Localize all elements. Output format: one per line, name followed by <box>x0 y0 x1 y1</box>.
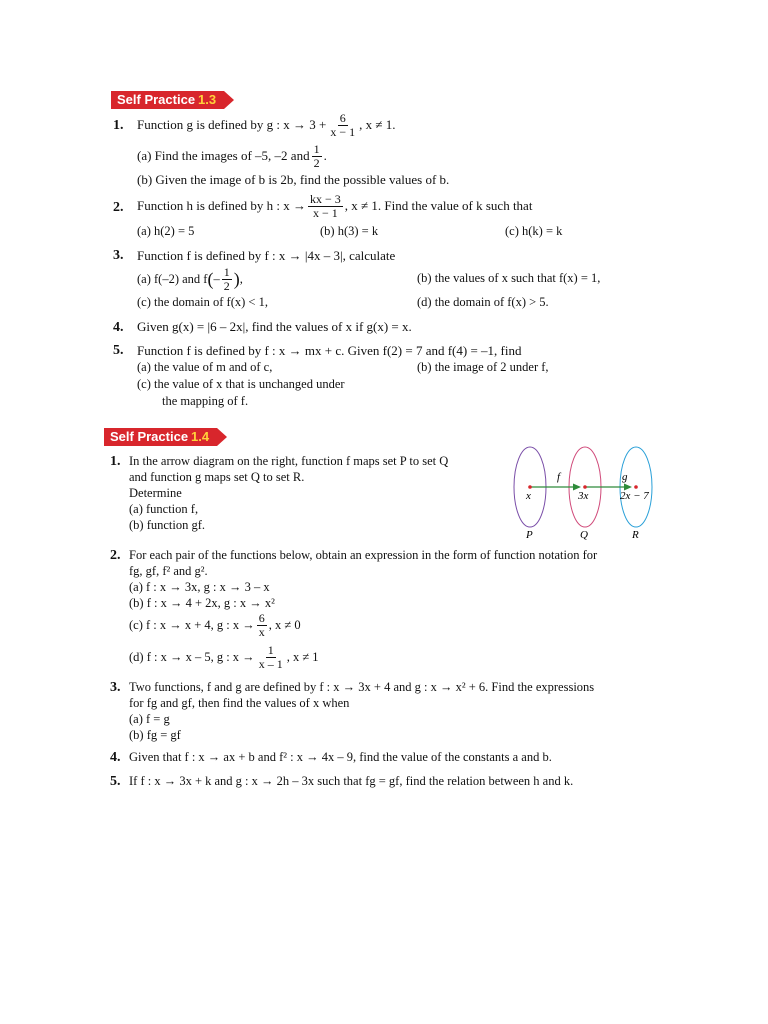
question-number: 1. <box>110 454 121 469</box>
sp14-q2-b: (b) f : x → 4 + 2x, g : x → x² <box>129 596 275 610</box>
sp13-q3-stem: Function f is defined by f : x → |4x – 3|, calculate <box>137 248 396 263</box>
question-number: 1. <box>113 118 124 133</box>
point-3x <box>583 485 587 489</box>
q-element: 3x <box>578 490 589 502</box>
sp13-q2-b: (b) h(3) = k <box>320 224 379 238</box>
sp13-q2-c: (c) h(k) = k <box>505 224 563 238</box>
question-number: 3. <box>113 248 124 263</box>
arrow-diagram <box>508 440 668 545</box>
sp14-q1-l1: In the arrow diagram on the right, function f maps set P to set Q <box>129 454 449 468</box>
sp14-q3-b: (b) fg = gf <box>129 728 181 742</box>
sp13-q3-b: (b) the values of x such that f(x) = 1, <box>417 271 601 285</box>
sp13-q3-a: (a) f(–2) and f ( – $\frac{1}{2}$ ) , <box>137 265 243 293</box>
f-label: f <box>557 471 561 483</box>
sp13-q1-b: (b) Given the image of b is 2b, find the possible values of b. <box>137 172 450 187</box>
sp14-q1-l2: and function g maps set Q to set R. <box>129 470 305 484</box>
q-set-label: Q <box>580 529 588 541</box>
sp14-q5-stem: If f : x → 3x + k and g : x → 2h – 3x such that fg = gf, find the relation between h and k. <box>129 774 574 788</box>
sp13-q5-c1: (c) the value of x that is unchanged under <box>137 377 345 391</box>
sp14-q2-d: (d) f : x → x – 5, g : x → $\frac{1}{x - 1}$ , x ≠ 1 <box>129 643 319 671</box>
self-practice-1-3-badge: Self Practice 1.3 <box>111 91 234 109</box>
sp13-q5-a: (a) the value of m and of c, <box>137 360 273 374</box>
question-number: 4. <box>113 320 124 335</box>
question-number: 5. <box>113 343 124 358</box>
sp13-q5-stem: Function f is defined by f : x → mx + c. Given f(2) = 7 and f(4) = –1, find <box>137 343 522 358</box>
sp14-q2-l2: fg, gf, f² and g². <box>129 564 208 578</box>
sp14-q1-b: (b) function gf. <box>129 518 206 532</box>
sp13-q3-d: (d) the domain of f(x) > 5. <box>417 295 549 309</box>
sp14-q2-l1: For each pair of the functions below, obtain an expression in the form of function notation for <box>129 548 598 562</box>
sp14-q2-c: (c) f : x → x + 4, g : x → $\frac{6}{x}$ , x ≠ 0 <box>129 611 301 639</box>
sp14-q2-a: (a) f : x → 3x, g : x → 3 – x <box>129 580 270 594</box>
p-set-label: P <box>526 529 533 541</box>
question-number: 5. <box>110 774 121 789</box>
sp13-q5-b: (b) the image of 2 under f, <box>417 360 549 374</box>
sp13-q4-stem: Given g(x) = |6 – 2x|, find the values of x if g(x) = x. <box>137 319 412 334</box>
question-number: 2. <box>110 548 121 563</box>
sp14-q3-l1: Two functions, f and g are defined by f : x → 3x + 4 and g : x → x² + 6. Find the expressions <box>129 680 595 694</box>
sp14-q4-stem: Given that f : x → ax + b and f² : x → 4x – 9, find the value of the constants a and b. <box>129 750 552 764</box>
point-x <box>528 485 532 489</box>
sp13-q2-a: (a) h(2) = 5 <box>137 224 195 238</box>
sp13-q5-c2: the mapping of f. <box>162 394 249 408</box>
sp14-q3-a: (a) f = g <box>129 712 170 726</box>
sp14-q3-l2: for fg and gf, then find the values of x when <box>129 696 350 710</box>
sp13-q3-c: (c) the domain of f(x) < 1, <box>137 295 268 309</box>
r-element: 2x − 7 <box>620 490 649 502</box>
question-number: 4. <box>110 750 121 765</box>
question-number: 3. <box>110 680 121 695</box>
g-label: g <box>622 471 628 483</box>
point-2x-7 <box>634 485 638 489</box>
self-practice-1-4-badge: Self Practice 1.4 <box>104 428 227 446</box>
sp13-q1-a: (a) Find the images of –5, –2 and $\frac{1}{2}$ . <box>137 142 327 170</box>
sp13-q2-stem: Function h is defined by h : x → $\frac{kx - 3}{x - 1}$ , x ≠ 1. Find the value of k such that <box>137 192 533 220</box>
question-number: 2. <box>113 200 124 215</box>
r-set-label: R <box>632 529 639 541</box>
sp13-q1-stem: Function g is defined by g : x → 3 + $\frac{6}{x - 1}$ , x ≠ 1. <box>137 111 396 139</box>
sp14-q1-l3: Determine <box>129 486 182 500</box>
sp14-q1-a: (a) function f, <box>129 502 199 516</box>
p-element: x <box>526 490 531 502</box>
